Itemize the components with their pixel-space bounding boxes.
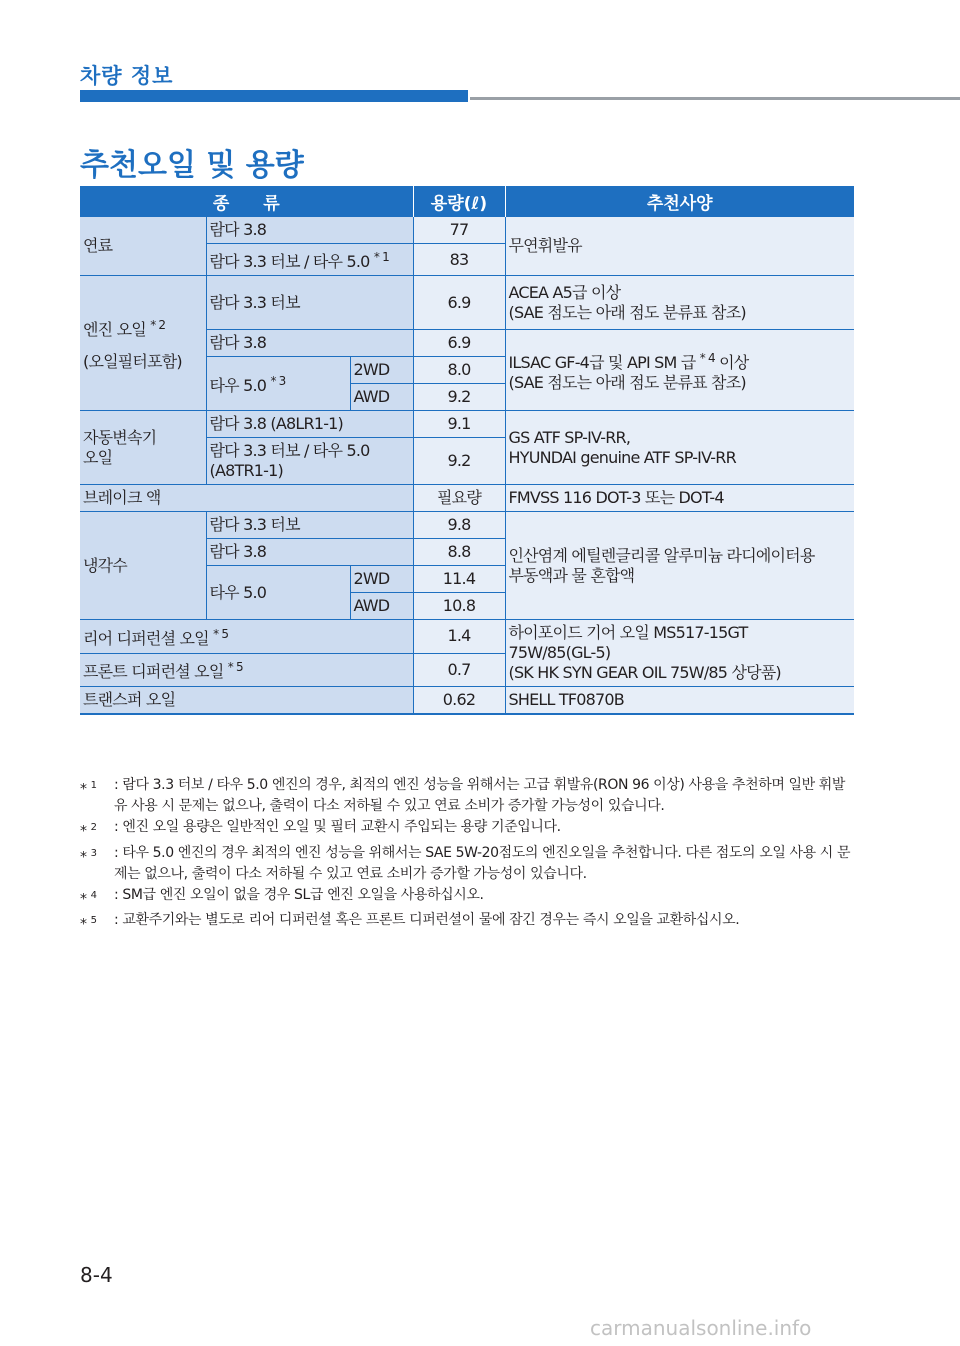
rear-diff-capacity: 1.4 [413, 620, 505, 654]
coolant-capacity: 10.8 [413, 593, 505, 620]
footnote: * $^4$ : SM급 엔진 오일이 없을 경우 SL급 엔진 오일을 사용하십시오. [80, 885, 856, 911]
coolant-capacity: 11.4 [413, 566, 505, 593]
fuel-capacity: 77 [413, 217, 505, 244]
atf-spec: GS ATF SP-IV-RR, HYUNDAI genuine ATF SP-IV-RR [505, 411, 854, 485]
footnote: * $^5$ : 교환주기와는 별도로 리어 디퍼런셜 혹은 프론트 디퍼런셜이 물에 잠긴 경우는 즉시 오일을 교환하십시오. [80, 910, 856, 936]
header-bar-blue [80, 90, 468, 102]
front-diff-capacity: 0.7 [413, 653, 505, 687]
table-row [80, 276, 854, 330]
brake-spec: FMVSS 116 DOT-3 또는 DOT-4 [505, 485, 854, 512]
table-row [80, 411, 854, 438]
table-row [80, 217, 854, 244]
fuel-model: 람다 3.8 [206, 217, 413, 244]
oil-capacity-table [80, 186, 854, 715]
footnote: * $^2$ : 엔진 오일 용량은 일반적인 오일 및 필터 교환시 주입되는 용량 기준입니다. [80, 817, 856, 843]
coolant-capacity: 9.8 [413, 512, 505, 539]
table-row [80, 485, 854, 512]
table-header-row [80, 186, 854, 217]
fuel-spec: 무연휘발유 [505, 217, 854, 276]
transfer-capacity: 0.62 [413, 687, 505, 715]
engine-oil-model: 람다 3.8 [206, 330, 413, 357]
fuel-label: 연료 [80, 217, 206, 276]
coolant-spec: 인산염계 에틸렌글리콜 알루미늄 라디에이터용 부동액과 물 혼합액 [505, 512, 854, 620]
transfer-spec: SHELL TF0870B [505, 687, 854, 715]
footnote-text: : 교환주기와는 별도로 리어 디퍼런셜 혹은 프론트 디퍼런셜이 물에 잠긴 경우는 즉시 오일을 교환하십시오. [114, 912, 740, 929]
page-title: 추천오일 및 용량 [80, 148, 304, 183]
engine-oil-spec: ILSAC GF-4급 및 API SM 급 $^{* 4}$ 이상 (SAE 점도는 아래 점도 분류표 참조) [505, 330, 854, 411]
engine-oil-model: 람다 3.3 터보 [206, 276, 413, 330]
footnote-ref: * 1 [373, 250, 389, 264]
footnote-ref: * 4 [699, 350, 715, 365]
engine-oil-capacity: 6.9 [413, 330, 505, 357]
header-spec: 추천사양 [505, 186, 854, 217]
footnotes [80, 775, 856, 936]
drive-type: 2WD [350, 566, 413, 593]
footnote-ref: * 5 [213, 626, 229, 641]
footnote-ref: * 3 [270, 374, 286, 388]
brake-label: 브레이크 액 [80, 485, 413, 512]
engine-oil-spec: ACEA A5급 이상 (SAE 점도는 아래 점도 분류표 참조) [505, 276, 854, 330]
atf-label: 자동변속기 오일 [80, 411, 206, 485]
brake-capacity: 필요량 [413, 485, 505, 512]
footnote-text: : SM급 엔진 오일이 없을 경우 SL급 엔진 오일을 사용하십시오. [114, 886, 484, 903]
atf-model: 람다 3.8 (A8LR1-1) [206, 411, 413, 438]
footnote-ref: * 2 [150, 317, 166, 332]
table-row [80, 620, 854, 654]
header-bar-gray [470, 97, 960, 100]
diff-oil-spec: 하이포이드 기어 오일 MS517-15GT 75W/85(GL-5) (SK HK SYN GEAR OIL 75W/85 상당품) [505, 620, 854, 687]
atf-capacity: 9.2 [413, 438, 505, 485]
footnote: * $^3$ : 타우 5.0 엔진의 경우 최적의 엔진 성능을 위해서는 SAE 5W-20점도의 엔진오일을 추천합니다. 다른 점도의 오일 사용 시 문제는 없으나, 출력이 다소 저하될 수 있고 연료 소비가 증가할 가능성이 있습니다. [80, 843, 856, 885]
drive-type: AWD [350, 593, 413, 620]
front-diff-label: 프론트 디퍼런셜 오일 $^{* 5}$ [80, 653, 413, 687]
coolant-model: 람다 3.8 [206, 539, 413, 566]
fuel-capacity: 83 [413, 244, 505, 276]
engine-oil-label: 엔진 오일 $^{* 2}$ (오일필터포함) [80, 276, 206, 411]
header-capacity: 용량(ℓ) [413, 186, 505, 217]
footnote-text: : 엔진 오일 용량은 일반적인 오일 및 필터 교환시 주입되는 용량 기준입니다. [114, 819, 561, 835]
drive-type: 2WD [350, 357, 413, 384]
watermark: carmanualsonline.info [590, 1316, 812, 1340]
table-row [80, 687, 854, 715]
engine-oil-capacity: 6.9 [413, 276, 505, 330]
coolant-model: 람다 3.3 터보 [206, 512, 413, 539]
engine-oil-capacity: 9.2 [413, 384, 505, 411]
atf-model: 람다 3.3 터보 / 타우 5.0 (A8TR1-1) [206, 438, 413, 485]
drive-type: AWD [350, 384, 413, 411]
footnote: * $^1$ : 람다 3.3 터보 / 타우 5.0 엔진의 경우, 최적의 엔진 성능을 위해서는 고급 휘발유(RON 96 이상) 사용을 추천하며 일반 휘발유 사용 시 문제는 없으나, 출력이 다소 저하될 수 있고 연료 소비가 증가할 가능성이 있습니다. [80, 775, 856, 817]
atf-capacity: 9.1 [413, 411, 505, 438]
section-title: 차량 정보 [80, 64, 174, 88]
footnote-text: : 타우 5.0 엔진의 경우 최적의 엔진 성능을 위해서는 SAE 5W-20점도의 엔진오일을 추천합니다. 다른 점도의 오일 사용 시 문제는 없으나, 출력이 다소 저하될 수 있고 연료 소비가 증가할 가능성이 있습니다. [114, 844, 851, 882]
coolant-capacity: 8.8 [413, 539, 505, 566]
fuel-model: 람다 3.3 터보 / 타우 5.0 $^{* 1}$ [206, 244, 413, 276]
engine-oil-model: 타우 5.0 $^{* 3}$ [206, 357, 350, 411]
table-row [80, 512, 854, 539]
rear-diff-label: 리어 디퍼런셜 오일 $^{* 5}$ [80, 620, 413, 654]
page-number: 8-4 [80, 1263, 113, 1287]
engine-oil-capacity: 8.0 [413, 357, 505, 384]
header-type: 종 류 [80, 186, 413, 217]
coolant-label: 냉각수 [80, 512, 206, 620]
transfer-label: 트랜스퍼 오일 [80, 687, 413, 715]
footnote-text: : 람다 3.3 터보 / 타우 5.0 엔진의 경우, 최적의 엔진 성능을 위해서는 고급 휘발유(RON 96 이상) 사용을 추천하며 일반 휘발유 사용 시 문제는 없으나, 출력이 다소 저하될 수 있고 연료 소비가 증가할 가능성이 있습니다. [114, 777, 846, 814]
footnote-ref: * 5 [227, 660, 243, 675]
coolant-model: 타우 5.0 [206, 566, 350, 620]
